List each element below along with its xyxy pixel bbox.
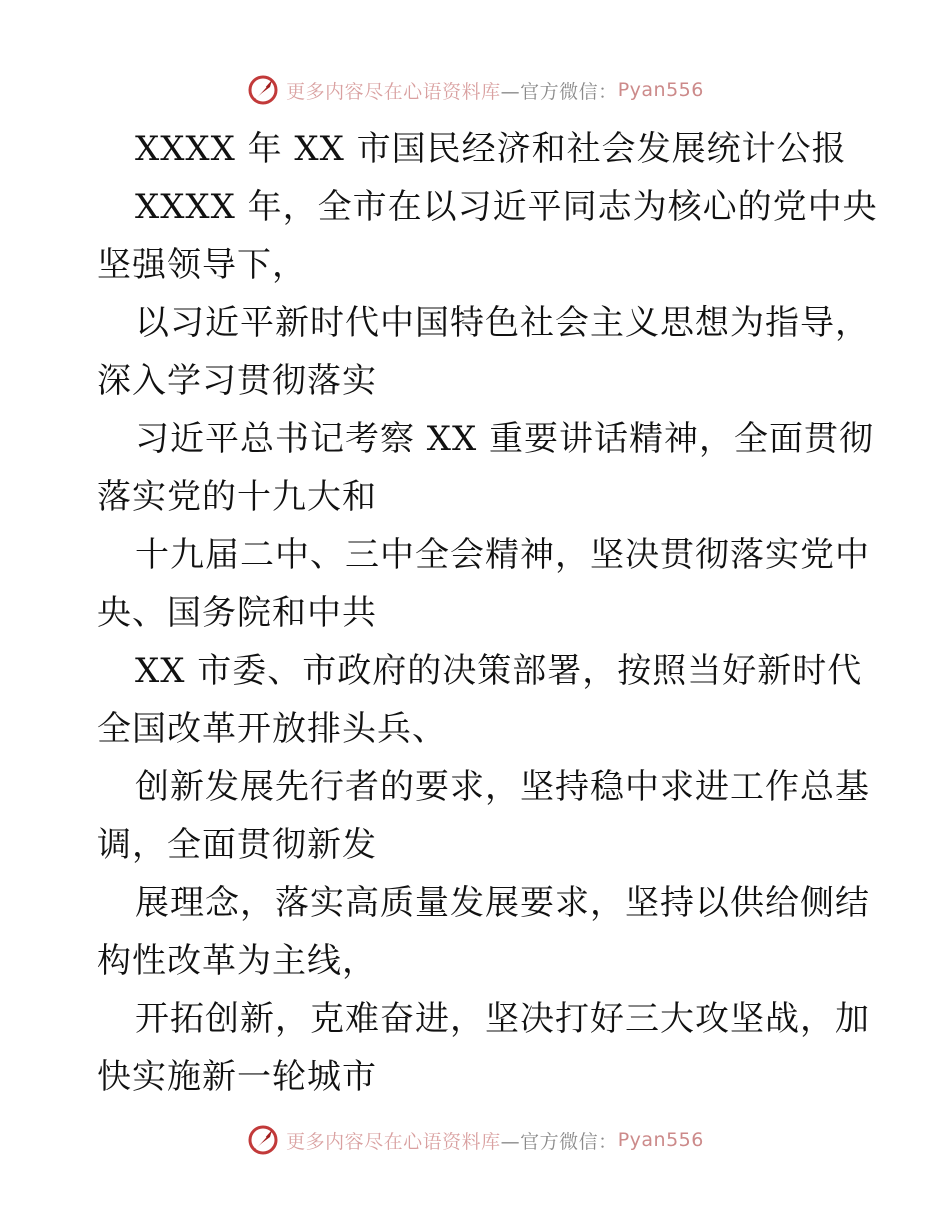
paragraph-line: 开拓创新，克难奋进，坚决打好三大攻坚战，加 bbox=[135, 999, 870, 1039]
paragraph-line: 十九届二中、三中全会精神，坚决贯彻落实党中 bbox=[135, 535, 870, 575]
watermark-id-text: Pyan556 bbox=[617, 1129, 704, 1151]
paragraph-line: 坚强领导下， bbox=[97, 245, 307, 285]
document-title: XXXX 年 XX 市国民经济和社会发展统计公报 bbox=[135, 129, 847, 169]
red-feather-pen-circle-icon bbox=[246, 1123, 280, 1157]
watermark-brand-text: 更多内容尽在心语资料库 bbox=[286, 80, 501, 103]
footer-watermark bbox=[0, 1120, 950, 1160]
paragraph-line: XXXX 年，全市在以习近平同志为核心的党中央 bbox=[135, 187, 878, 227]
watermark-official-text: —官方微信： bbox=[500, 80, 618, 103]
watermark-brand-text: 更多内容尽在心语资料库 bbox=[286, 1130, 501, 1153]
watermark-official-text: —官方微信： bbox=[500, 1130, 618, 1153]
document-body bbox=[97, 120, 878, 1106]
header-watermark bbox=[0, 70, 950, 110]
paragraph-line: 全国改革开放排头兵、 bbox=[97, 709, 447, 749]
paragraph-line: 调，全面贯彻新发 bbox=[97, 825, 377, 865]
paragraph-line: 深入学习贯彻落实 bbox=[97, 361, 377, 401]
paragraph-line: 以习近平新时代中国特色社会主义思想为指导， bbox=[135, 303, 870, 343]
paragraph-line: 央、国务院和中共 bbox=[97, 593, 377, 633]
paragraph-line: 构性改革为主线， bbox=[97, 941, 377, 981]
paragraph-line: 落实党的十九大和 bbox=[97, 477, 377, 517]
paragraph-line: 展理念，落实高质量发展要求，坚持以供给侧结 bbox=[135, 883, 870, 923]
watermark-id-text: Pyan556 bbox=[617, 79, 704, 101]
paragraph-line: 创新发展先行者的要求，坚持稳中求进工作总基 bbox=[135, 767, 870, 807]
red-feather-pen-circle-icon bbox=[246, 73, 280, 107]
paragraph-line: 快实施新一轮城市 bbox=[97, 1057, 377, 1097]
paragraph-line: XX 市委、市政府的决策部署，按照当好新时代 bbox=[135, 651, 863, 691]
paragraph-line: 习近平总书记考察 XX 重要讲话精神，全面贯彻 bbox=[135, 419, 875, 459]
